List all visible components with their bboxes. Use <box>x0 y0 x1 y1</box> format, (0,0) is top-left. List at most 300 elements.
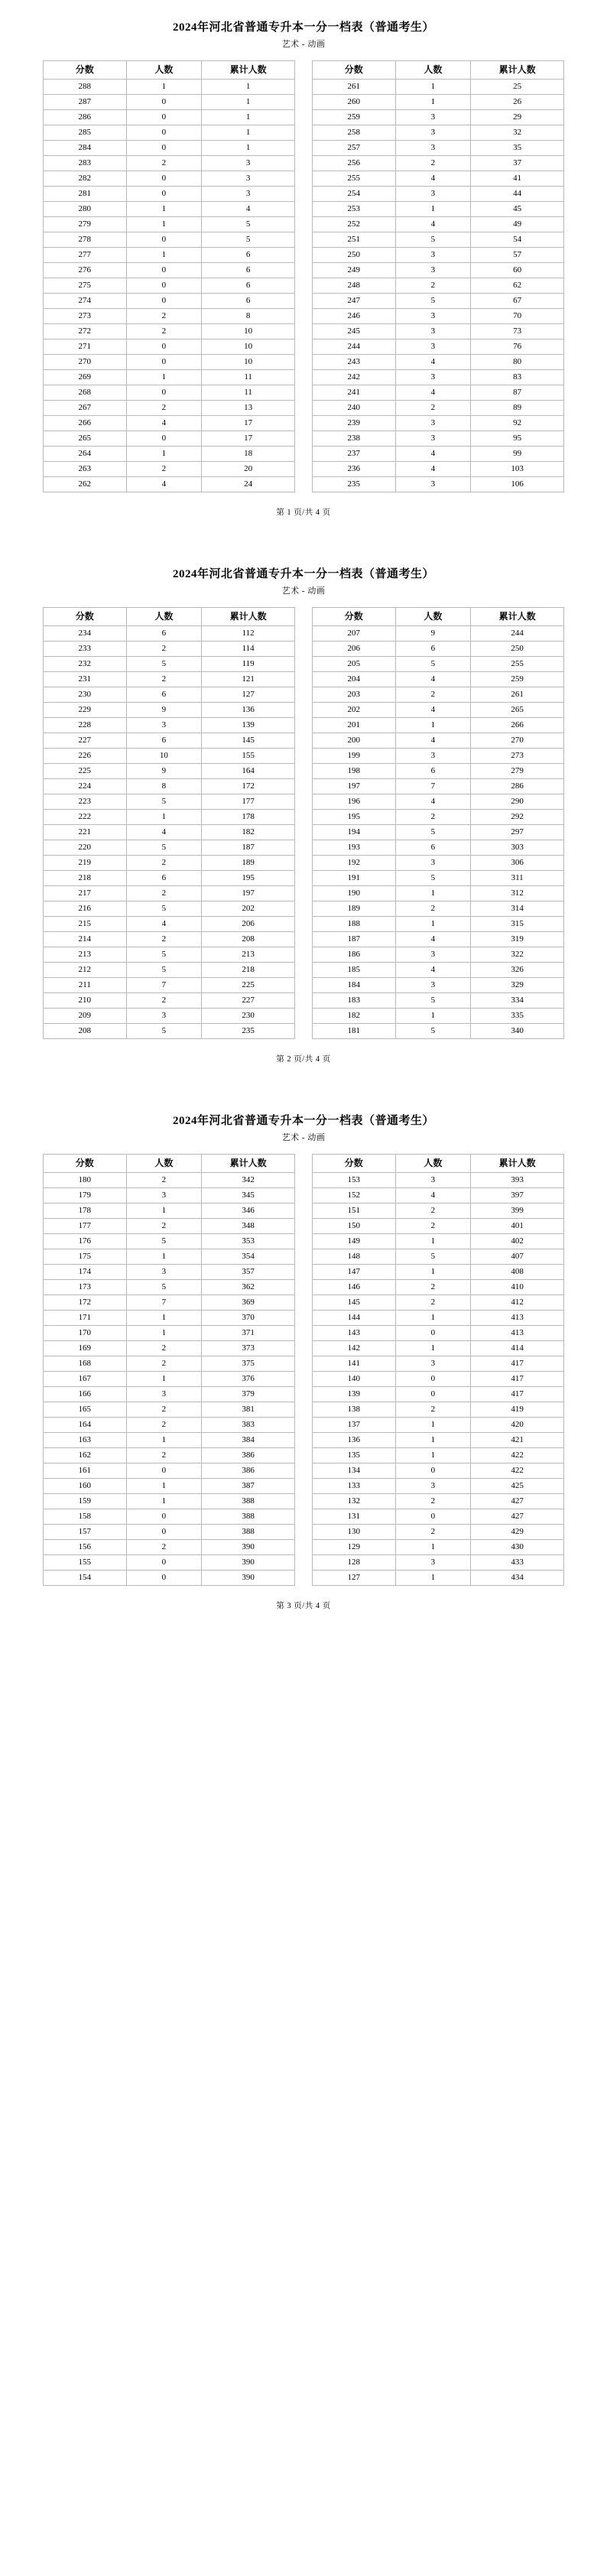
cell-score: 190 <box>313 886 396 901</box>
column-header: 分数 <box>313 61 396 80</box>
cell-count: 1 <box>126 1479 202 1494</box>
table-row <box>44 1204 295 1219</box>
cell-score: 205 <box>313 657 396 672</box>
table-row <box>313 1234 564 1249</box>
cell-score: 174 <box>44 1265 127 1280</box>
cell-cumulative: 259 <box>471 672 564 687</box>
table-row <box>313 248 564 263</box>
table-row <box>44 1540 295 1555</box>
table-row <box>44 1295 295 1311</box>
table-header-row <box>44 608 295 626</box>
cell-cumulative: 417 <box>471 1387 564 1402</box>
cell-score: 152 <box>313 1188 396 1204</box>
cell-score: 258 <box>313 125 396 141</box>
table-row <box>313 1540 564 1555</box>
cell-score: 160 <box>44 1479 127 1494</box>
cell-score: 149 <box>313 1234 396 1249</box>
cell-count: 0 <box>126 294 202 309</box>
cell-cumulative: 427 <box>471 1494 564 1509</box>
cell-score: 143 <box>313 1326 396 1341</box>
cell-cumulative: 230 <box>202 1009 295 1024</box>
cell-count: 3 <box>395 416 471 431</box>
table-row <box>44 141 295 156</box>
table-row <box>313 294 564 309</box>
cell-cumulative: 1 <box>202 95 295 110</box>
tables-container <box>0 607 607 1039</box>
cell-cumulative: 422 <box>471 1463 564 1479</box>
cell-count: 0 <box>126 385 202 401</box>
cell-count: 3 <box>395 324 471 339</box>
table-row <box>44 1571 295 1586</box>
cell-cumulative: 422 <box>471 1448 564 1463</box>
cell-cumulative: 208 <box>202 932 295 947</box>
cell-score: 214 <box>44 932 127 947</box>
cell-cumulative: 250 <box>471 642 564 657</box>
cell-score: 135 <box>313 1448 396 1463</box>
table-row <box>44 1433 295 1448</box>
table-row <box>313 1009 564 1024</box>
cell-count: 5 <box>395 232 471 248</box>
cell-count: 7 <box>395 779 471 794</box>
cell-count: 2 <box>126 886 202 901</box>
cell-cumulative: 49 <box>471 217 564 232</box>
cell-count: 4 <box>395 447 471 462</box>
table-row <box>313 749 564 764</box>
table-row <box>44 1494 295 1509</box>
cell-score: 252 <box>313 217 396 232</box>
cell-count: 5 <box>126 657 202 672</box>
cell-score: 234 <box>44 626 127 642</box>
cell-count: 1 <box>126 1326 202 1341</box>
cell-cumulative: 206 <box>202 917 295 932</box>
cell-score: 156 <box>44 1540 127 1555</box>
cell-count: 5 <box>126 963 202 978</box>
cell-score: 221 <box>44 825 127 840</box>
cell-count: 1 <box>126 248 202 263</box>
cell-score: 247 <box>313 294 396 309</box>
column-header: 累计人数 <box>202 1155 295 1173</box>
cell-count: 1 <box>395 886 471 901</box>
cell-cumulative: 11 <box>202 370 295 385</box>
cell-cumulative: 386 <box>202 1463 295 1479</box>
cell-cumulative: 326 <box>471 963 564 978</box>
cell-score: 188 <box>313 917 396 932</box>
table-row <box>44 125 295 141</box>
cell-count: 2 <box>126 1219 202 1234</box>
cell-score: 173 <box>44 1280 127 1295</box>
cell-count: 2 <box>126 1341 202 1356</box>
table-row <box>44 1009 295 1024</box>
cell-cumulative: 195 <box>202 871 295 886</box>
table-row <box>44 810 295 825</box>
cell-count: 3 <box>126 1188 202 1204</box>
column-header: 人数 <box>126 1155 202 1173</box>
cell-score: 232 <box>44 657 127 672</box>
cell-cumulative: 420 <box>471 1418 564 1433</box>
cell-count: 2 <box>395 810 471 825</box>
cell-score: 271 <box>44 339 127 355</box>
column-header: 分数 <box>44 61 127 80</box>
cell-cumulative: 312 <box>471 886 564 901</box>
cell-cumulative: 189 <box>202 856 295 871</box>
cell-cumulative: 390 <box>202 1571 295 1586</box>
column-header: 分数 <box>44 1155 127 1173</box>
cell-cumulative: 213 <box>202 947 295 963</box>
cell-count: 9 <box>395 626 471 642</box>
cell-cumulative: 76 <box>471 339 564 355</box>
cell-count: 1 <box>395 1265 471 1280</box>
column-header: 分数 <box>313 1155 396 1173</box>
cell-score: 186 <box>313 947 396 963</box>
cell-count: 2 <box>126 672 202 687</box>
cell-score: 241 <box>313 385 396 401</box>
table-row <box>44 385 295 401</box>
cell-score: 228 <box>44 718 127 733</box>
cell-score: 261 <box>313 80 396 95</box>
cell-score: 141 <box>313 1356 396 1372</box>
table-row <box>313 95 564 110</box>
cell-score: 263 <box>44 462 127 477</box>
cell-cumulative: 388 <box>202 1525 295 1540</box>
cell-score: 127 <box>313 1571 396 1586</box>
table-row <box>313 1024 564 1039</box>
table-row <box>44 477 295 492</box>
cell-score: 277 <box>44 248 127 263</box>
cell-score: 202 <box>313 703 396 718</box>
table-row <box>313 462 564 477</box>
table-row <box>313 1418 564 1433</box>
cell-cumulative: 8 <box>202 309 295 324</box>
cell-count: 5 <box>126 794 202 810</box>
page-footer: 第 3 页/共 4 页 <box>276 1602 331 1610</box>
cell-count: 5 <box>395 825 471 840</box>
cell-cumulative: 89 <box>471 401 564 416</box>
page-separator <box>0 525 607 547</box>
table-row <box>44 1234 295 1249</box>
cell-count: 2 <box>395 278 471 294</box>
cell-score: 182 <box>313 1009 396 1024</box>
cell-count: 5 <box>126 1024 202 1039</box>
cell-count: 3 <box>395 477 471 492</box>
cell-count: 1 <box>395 1418 471 1433</box>
cell-count: 3 <box>395 339 471 355</box>
table-row <box>313 856 564 871</box>
cell-count: 3 <box>126 718 202 733</box>
cell-cumulative: 261 <box>471 687 564 703</box>
cell-score: 178 <box>44 1204 127 1219</box>
table-row <box>313 642 564 657</box>
table-row <box>44 947 295 963</box>
table-row <box>313 794 564 810</box>
cell-score: 165 <box>44 1402 127 1418</box>
cell-count: 2 <box>126 156 202 171</box>
table-row <box>313 963 564 978</box>
cell-count: 0 <box>126 1571 202 1586</box>
cell-cumulative: 408 <box>471 1265 564 1280</box>
cell-count: 1 <box>126 80 202 95</box>
page-subtitle: 艺术 - 动画 <box>281 586 326 596</box>
table-row <box>44 1372 295 1387</box>
cell-score: 198 <box>313 764 396 779</box>
table-row <box>44 1024 295 1039</box>
table-row <box>313 917 564 932</box>
cell-score: 172 <box>44 1295 127 1311</box>
cell-cumulative: 375 <box>202 1356 295 1372</box>
cell-count: 5 <box>126 947 202 963</box>
cell-count: 0 <box>126 171 202 187</box>
table-row <box>313 385 564 401</box>
cell-cumulative: 414 <box>471 1341 564 1356</box>
table-row <box>313 886 564 901</box>
cell-cumulative: 388 <box>202 1494 295 1509</box>
cell-score: 131 <box>313 1509 396 1525</box>
cell-cumulative: 1 <box>202 110 295 125</box>
cell-score: 128 <box>313 1555 396 1571</box>
cell-score: 220 <box>44 840 127 856</box>
table-row <box>44 1356 295 1372</box>
column-header: 分数 <box>44 608 127 626</box>
table-row <box>313 1402 564 1418</box>
score-table-right <box>312 1154 564 1586</box>
table-row <box>44 978 295 993</box>
cell-cumulative: 354 <box>202 1249 295 1265</box>
cell-score: 169 <box>44 1341 127 1356</box>
table-row <box>44 370 295 385</box>
table-header-row <box>44 1155 295 1173</box>
cell-cumulative: 24 <box>202 477 295 492</box>
table-row <box>313 309 564 324</box>
cell-score: 223 <box>44 794 127 810</box>
cell-score: 230 <box>44 687 127 703</box>
table-row <box>44 1479 295 1494</box>
cell-score: 281 <box>44 187 127 202</box>
cell-score: 239 <box>313 416 396 431</box>
cell-count: 1 <box>395 917 471 932</box>
cell-cumulative: 402 <box>471 1234 564 1249</box>
cell-score: 192 <box>313 856 396 871</box>
cell-score: 250 <box>313 248 396 263</box>
cell-score: 288 <box>44 80 127 95</box>
table-row <box>313 871 564 886</box>
cell-cumulative: 6 <box>202 248 295 263</box>
cell-cumulative: 329 <box>471 978 564 993</box>
cell-cumulative: 67 <box>471 294 564 309</box>
cell-count: 7 <box>126 1295 202 1311</box>
cell-cumulative: 407 <box>471 1249 564 1265</box>
table-header-row <box>44 61 295 80</box>
cell-cumulative: 417 <box>471 1372 564 1387</box>
table-row <box>44 1173 295 1188</box>
cell-score: 225 <box>44 764 127 779</box>
cell-cumulative: 37 <box>471 156 564 171</box>
table-row <box>44 339 295 355</box>
cell-score: 177 <box>44 1219 127 1234</box>
cell-cumulative: 390 <box>202 1540 295 1555</box>
cell-count: 5 <box>126 901 202 917</box>
cell-score: 200 <box>313 733 396 749</box>
table-row <box>313 141 564 156</box>
table-row <box>313 1555 564 1571</box>
cell-cumulative: 197 <box>202 886 295 901</box>
page-title: 2024年河北省普通专升本一分一档表（普通考生） <box>172 568 434 580</box>
cell-score: 267 <box>44 401 127 416</box>
cell-cumulative: 11 <box>202 385 295 401</box>
table-row <box>313 202 564 217</box>
column-header: 人数 <box>395 61 471 80</box>
cell-count: 1 <box>395 718 471 733</box>
cell-score: 148 <box>313 1249 396 1265</box>
table-row <box>44 294 295 309</box>
cell-count: 5 <box>126 840 202 856</box>
cell-count: 1 <box>126 1311 202 1326</box>
cell-cumulative: 340 <box>471 1024 564 1039</box>
table-row <box>44 1525 295 1540</box>
cell-cumulative: 370 <box>202 1311 295 1326</box>
cell-cumulative: 266 <box>471 718 564 733</box>
cell-score: 183 <box>313 993 396 1009</box>
cell-count: 1 <box>395 95 471 110</box>
cell-count: 3 <box>395 1479 471 1494</box>
cell-score: 201 <box>313 718 396 733</box>
cell-cumulative: 386 <box>202 1448 295 1463</box>
cell-score: 187 <box>313 932 396 947</box>
cell-count: 5 <box>395 1249 471 1265</box>
cell-cumulative: 45 <box>471 202 564 217</box>
page-title: 2024年河北省普通专升本一分一档表（普通考生） <box>172 1115 434 1127</box>
cell-score: 268 <box>44 385 127 401</box>
cell-score: 184 <box>313 978 396 993</box>
cell-cumulative: 25 <box>471 80 564 95</box>
cell-score: 150 <box>313 1219 396 1234</box>
table-row <box>44 95 295 110</box>
cell-count: 2 <box>126 993 202 1009</box>
table-row <box>313 80 564 95</box>
cell-score: 253 <box>313 202 396 217</box>
cell-score: 196 <box>313 794 396 810</box>
cell-count: 1 <box>395 1311 471 1326</box>
cell-count: 2 <box>126 401 202 416</box>
cell-count: 0 <box>126 1525 202 1540</box>
cell-cumulative: 417 <box>471 1356 564 1372</box>
table-row <box>44 401 295 416</box>
cell-count: 4 <box>395 794 471 810</box>
cell-score: 134 <box>313 1463 396 1479</box>
cell-cumulative: 60 <box>471 263 564 278</box>
cell-score: 164 <box>44 1418 127 1433</box>
table-row <box>44 1402 295 1418</box>
cell-cumulative: 127 <box>202 687 295 703</box>
cell-cumulative: 177 <box>202 794 295 810</box>
table-row <box>44 1219 295 1234</box>
table-row <box>313 1509 564 1525</box>
cell-cumulative: 357 <box>202 1265 295 1280</box>
cell-count: 4 <box>395 355 471 370</box>
table-row <box>313 733 564 749</box>
cell-count: 5 <box>395 294 471 309</box>
cell-count: 2 <box>126 1356 202 1372</box>
table-row <box>44 462 295 477</box>
cell-count: 1 <box>126 1249 202 1265</box>
cell-count: 1 <box>126 217 202 232</box>
cell-count: 2 <box>395 1295 471 1311</box>
cell-score: 161 <box>44 1463 127 1479</box>
cell-score: 219 <box>44 856 127 871</box>
cell-score: 254 <box>313 187 396 202</box>
table-row <box>44 110 295 125</box>
cell-count: 2 <box>395 1219 471 1234</box>
cell-score: 199 <box>313 749 396 764</box>
cell-score: 227 <box>44 733 127 749</box>
cell-cumulative: 6 <box>202 263 295 278</box>
table-row <box>44 80 295 95</box>
cell-score: 158 <box>44 1509 127 1525</box>
cell-count: 5 <box>126 1234 202 1249</box>
cell-count: 6 <box>395 642 471 657</box>
cell-cumulative: 10 <box>202 324 295 339</box>
cell-count: 0 <box>126 278 202 294</box>
cell-cumulative: 1 <box>202 125 295 141</box>
table-row <box>44 1188 295 1204</box>
cell-cumulative: 3 <box>202 156 295 171</box>
table-row <box>313 1188 564 1204</box>
cell-count: 3 <box>395 1555 471 1571</box>
table-header-row <box>313 61 564 80</box>
cell-score: 270 <box>44 355 127 370</box>
cell-score: 129 <box>313 1540 396 1555</box>
cell-cumulative: 342 <box>202 1173 295 1188</box>
cell-cumulative: 41 <box>471 171 564 187</box>
cell-score: 259 <box>313 110 396 125</box>
cell-score: 226 <box>44 749 127 764</box>
cell-cumulative: 1 <box>202 141 295 156</box>
cell-cumulative: 83 <box>471 370 564 385</box>
cell-score: 210 <box>44 993 127 1009</box>
cell-cumulative: 425 <box>471 1479 564 1494</box>
cell-count: 3 <box>395 110 471 125</box>
cell-count: 2 <box>395 1204 471 1219</box>
cell-count: 1 <box>126 202 202 217</box>
table-row <box>313 477 564 492</box>
cell-cumulative: 103 <box>471 462 564 477</box>
cell-cumulative: 202 <box>202 901 295 917</box>
cell-score: 274 <box>44 294 127 309</box>
cell-cumulative: 421 <box>471 1433 564 1448</box>
cell-count: 4 <box>395 703 471 718</box>
cell-score: 245 <box>313 324 396 339</box>
cell-cumulative: 429 <box>471 1525 564 1540</box>
cell-cumulative: 279 <box>471 764 564 779</box>
column-header: 累计人数 <box>471 61 564 80</box>
document-page <box>0 1093 607 1619</box>
cell-score: 157 <box>44 1525 127 1540</box>
cell-score: 260 <box>313 95 396 110</box>
table-row <box>44 1280 295 1295</box>
table-row <box>313 657 564 672</box>
column-header: 累计人数 <box>471 608 564 626</box>
cell-cumulative: 80 <box>471 355 564 370</box>
cell-score: 217 <box>44 886 127 901</box>
cell-cumulative: 306 <box>471 856 564 871</box>
table-row <box>313 825 564 840</box>
cell-count: 1 <box>126 447 202 462</box>
cell-cumulative: 430 <box>471 1540 564 1555</box>
cell-score: 287 <box>44 95 127 110</box>
table-row <box>313 370 564 385</box>
cell-cumulative: 346 <box>202 1204 295 1219</box>
cell-score: 136 <box>313 1433 396 1448</box>
cell-count: 1 <box>395 1234 471 1249</box>
cell-count: 1 <box>126 810 202 825</box>
